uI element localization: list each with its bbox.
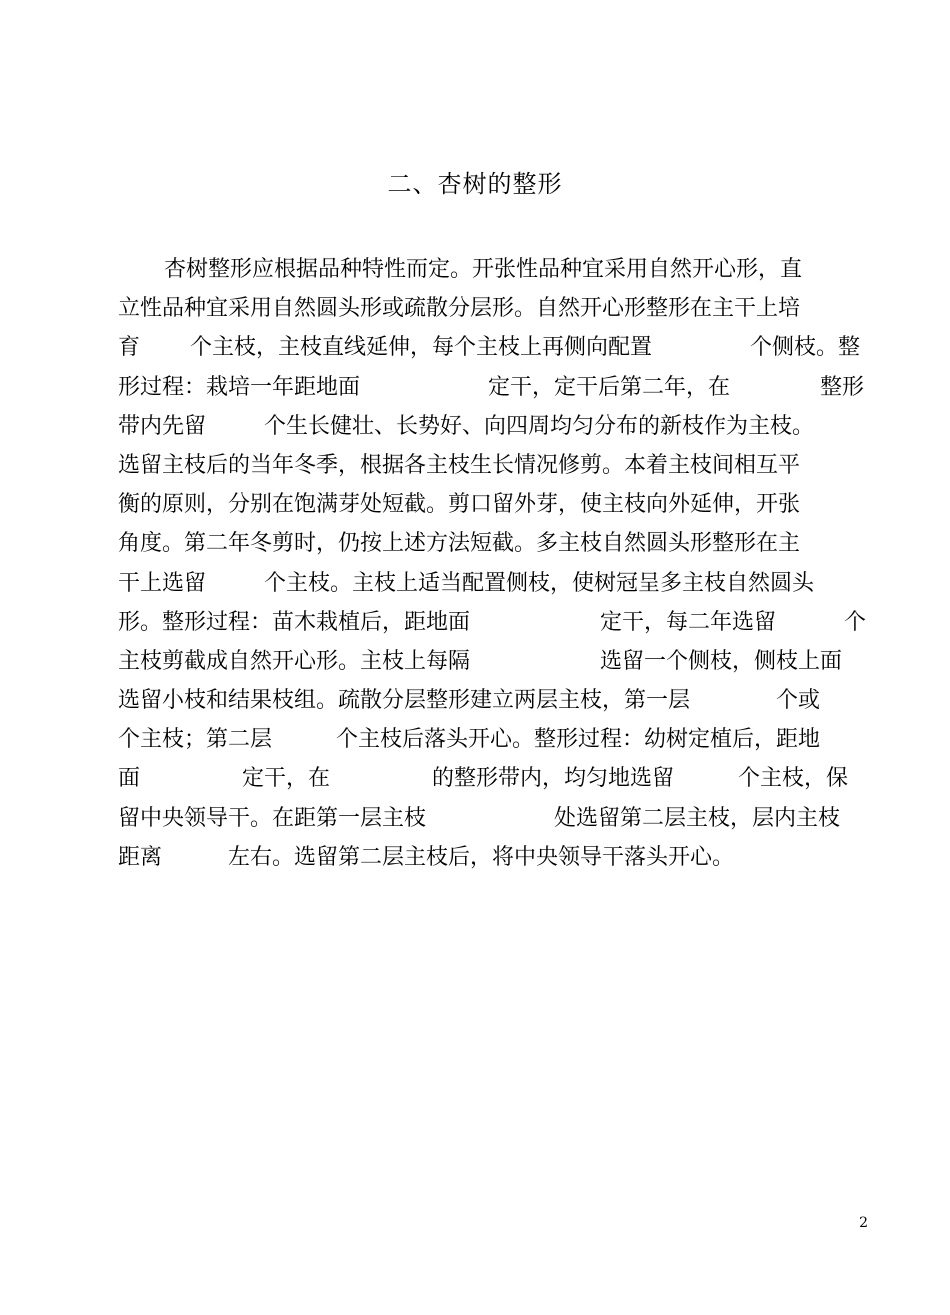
paragraph-line [118, 446, 870, 485]
body-paragraph [118, 250, 870, 877]
paragraph-line [118, 603, 870, 642]
text-segment: 带内先留 [118, 413, 207, 439]
text-segment: 个主枝后落头开心。整形过程：幼树定植后，距地 [336, 727, 821, 753]
text-segment: 距离 [118, 844, 163, 870]
paragraph-line [118, 720, 870, 759]
text-segment: 左右。选留第二层主枝后，将中央领导干落头开心。 [228, 844, 735, 870]
text-segment: 立性品种宜采用自然圆头形或疏散分层形。自然开心形整形在主干上培 [118, 296, 801, 322]
paragraph-line [118, 524, 870, 563]
text-segment: 留中央领导干。在距第一层主枝 [118, 805, 427, 831]
text-segment: 定干，每二年选留 [600, 609, 777, 635]
text-segment: 个主枝。主枝上适当配置侧枝，使树冠呈多主枝自然圆头 [264, 570, 815, 596]
text-segment: 角度。第二年冬剪时，仍按上述方法短截。多主枝自然圆头形整形在主 [118, 531, 801, 557]
paragraph-line [118, 485, 870, 524]
paragraph-line [118, 799, 870, 838]
paragraph-line [118, 681, 870, 720]
text-segment: 衡的原则，分别在饱满芽处短截。剪口留外芽，使主枝向外延伸，开张 [118, 492, 801, 518]
text-segment: 处选留第二层主枝，层内主枝 [554, 805, 841, 831]
paragraph-line [118, 407, 870, 446]
text-segment: 主枝剪截成自然开心形。主枝上每隔 [118, 648, 471, 674]
text-segment: 个 [844, 609, 867, 635]
paragraph-line [118, 328, 870, 367]
text-segment: 个侧枝。整 [750, 335, 861, 361]
text-segment: 的整形带内，均匀地选留 [432, 766, 675, 792]
text-segment: 个主枝，保 [738, 766, 849, 792]
paragraph-line [118, 642, 870, 681]
text-segment: 个或 [776, 688, 821, 714]
text-segment: 面 [118, 766, 141, 792]
text-segment: 选留主枝后的当年冬季，根据各主枝生长情况修剪。本着主枝间相互平 [118, 452, 801, 478]
text-segment: 杏树整形应根据品种特性而定。开张性品种宜采用自然开心形，直 [164, 257, 803, 282]
paragraph-line [118, 838, 870, 877]
text-segment: 整形 [820, 374, 865, 400]
text-segment: 形过程：栽培一年距地面 [118, 374, 361, 400]
paragraph-line [118, 250, 870, 289]
text-segment: 个主枝；第二层 [118, 727, 273, 753]
paragraph-line [118, 289, 870, 328]
text-segment: 形。整形过程：苗木栽植后，距地面 [118, 609, 471, 635]
paragraph-line [118, 368, 870, 407]
text-segment: 个生长健壮、长势好、向四周均匀分布的新枝作为主枝。 [264, 413, 815, 439]
text-segment: 定干，定干后第二年，在 [488, 374, 731, 400]
paragraph-line [118, 759, 870, 798]
paragraph-line [118, 564, 870, 603]
text-segment: 干上选留 [118, 570, 207, 596]
section-title: 二、杏树的整形 [387, 170, 563, 198]
text-segment: 选留小枝和结果枝组。疏散分层整形建立两层主枝，第一层 [118, 688, 691, 714]
text-segment: 个主枝，主枝直线延伸，每个主枝上再侧向配置 [190, 335, 653, 361]
text-segment: 育 [118, 335, 141, 361]
text-segment: 选留一个侧枝，侧枝上面 [600, 648, 843, 674]
page-number: 2 [859, 1215, 868, 1231]
text-segment: 定干，在 [242, 766, 331, 792]
